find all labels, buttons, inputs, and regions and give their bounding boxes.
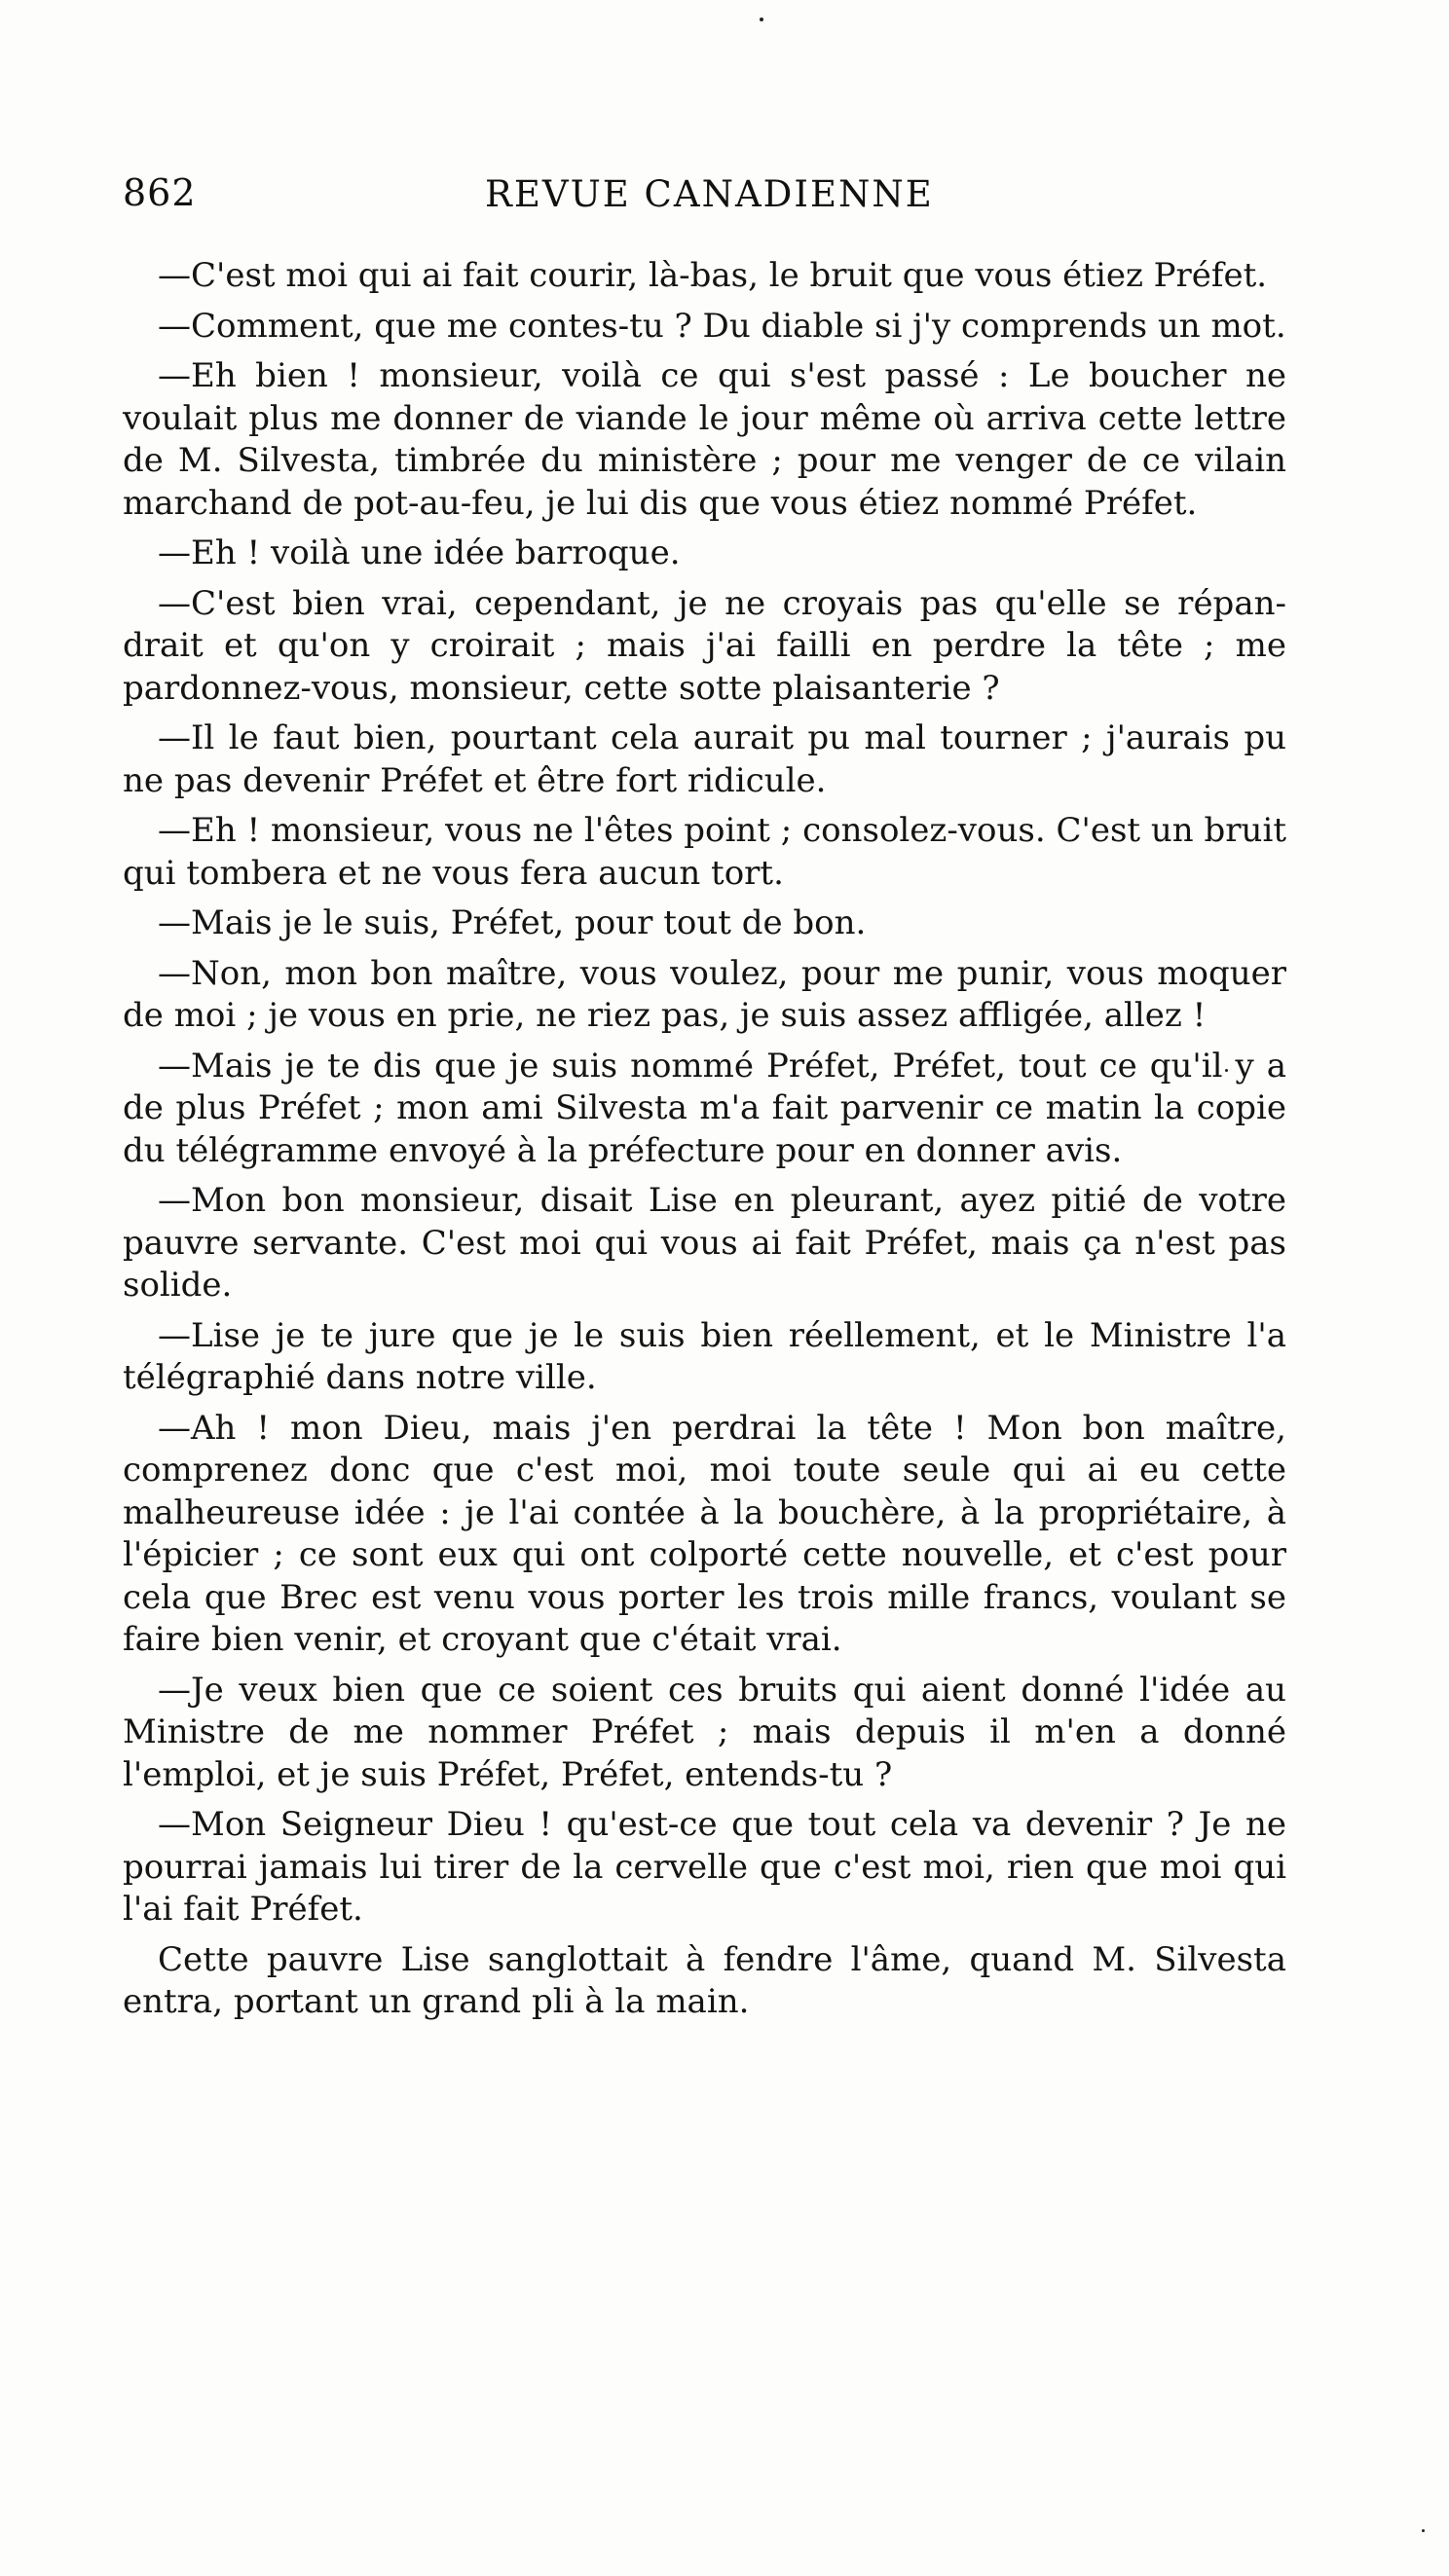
paragraph: —C'est bien vrai, cependant, je ne croyais pas qu'elle se répandrait et qu'on y croirait ; mais j'ai failli en perdre la tête ; me pardonnez-vous, monsieur, cette sotte plaisanterie ? (123, 583, 1286, 708)
paragraph: —Il le faut bien, pourtant cela aurait pu mal tourner ; j'aurais pu ne pas devenir Préfet et être fort ridicule. (123, 718, 1286, 800)
paragraph: —Mon Seigneur Dieu ! qu'est-ce que tout cela va devenir ? Je ne pourrai jamais lui tirer de la cervelle que c'est moi, rien que moi qui l'ai fait Préfet. (123, 1805, 1286, 1929)
paragraph: —Mais je te dis que je suis nommé Préfet, Préfet, tout ce qu'il y a de plus Préfet ; mon ami Silvesta m'a fait parvenir ce matin la copie du télégramme envoyé à la préfecture pour en donner avis. (123, 1046, 1286, 1170)
paragraph: Cette pauvre Lise sanglottait à fendre l'âme, quand M. Silvesta entra, portant un grand pli à la main. (123, 1939, 1286, 2021)
paragraph: —Eh ! voilà une idée barroque. (158, 534, 681, 572)
body-text (123, 255, 1286, 2032)
ink-speck (1422, 2529, 1425, 2532)
page-number: 862 (123, 171, 197, 214)
paragraph: —Lise je te jure que je le suis bien réellement, et le Ministre l'a télégraphié dans notre ville. (123, 1315, 1286, 1397)
paragraph: —Eh bien ! monsieur, voilà ce qui s'est passé : Le boucher ne voulait plus me donner de viande le jour même où arriva cette lettre de M. Silvesta, timbrée du ministère ; pour me venger de ce vilain marchand de pot-au-feu, je lui dis que vous étiez nommé Préfet. (123, 356, 1286, 523)
ink-speck (760, 18, 763, 21)
page-header (123, 171, 1291, 230)
paragraph: —Eh ! monsieur, vous ne l'êtes point ; consolez-vous. C'est un bruit qui tombera et ne vous fera aucun tort. (123, 811, 1286, 893)
paragraph: —Non, mon bon maître, vous voulez, pour me punir, vous moquer de moi ; je vous en prie, ne riez pas, je suis assez affligée, allez ! (123, 953, 1286, 1035)
paragraph: —Je veux bien que ce soient ces bruits qui aient donné l'idée au Ministre de me nommer Préfet ; mais depuis il m'en a donné l'emploi, et je suis Préfet, Préfet, entends-tu ? (123, 1670, 1286, 1794)
paragraph: —Mais je le suis, Préfet, pour tout de bon. (158, 903, 867, 942)
paragraph: —C'est moi qui ai fait courir, là-bas, le bruit que vous étiez Préfet. (158, 256, 1268, 295)
paragraph: —Ah ! mon Dieu, mais j'en perdrai la tête ! Mon bon maître, comprenez donc que c'est moi, moi toute seule qui ai eu cette malheureuse idée : je l'ai contée à la bouchère, à la propriétaire, à l'épicier ; ce sont eux qui ont colporté cette nouvelle, et c'est pour cela que Brec est venu vous porter les trois mille francs, voulant se faire bien venir, et croyant que c'était vrai. (123, 1408, 1286, 1659)
running-head: REVUE CANADIENNE (485, 173, 934, 215)
paragraph: —Mon bon monsieur, disait Lise en pleurant, ayez pitié de votre pauvre servante. C'est moi qui vous ai fait Préfet, mais ça n'est pas solide. (123, 1181, 1286, 1305)
paragraph: —Comment, que me contes-tu ? Du diable si j'y comprends un mot. (158, 306, 1286, 346)
